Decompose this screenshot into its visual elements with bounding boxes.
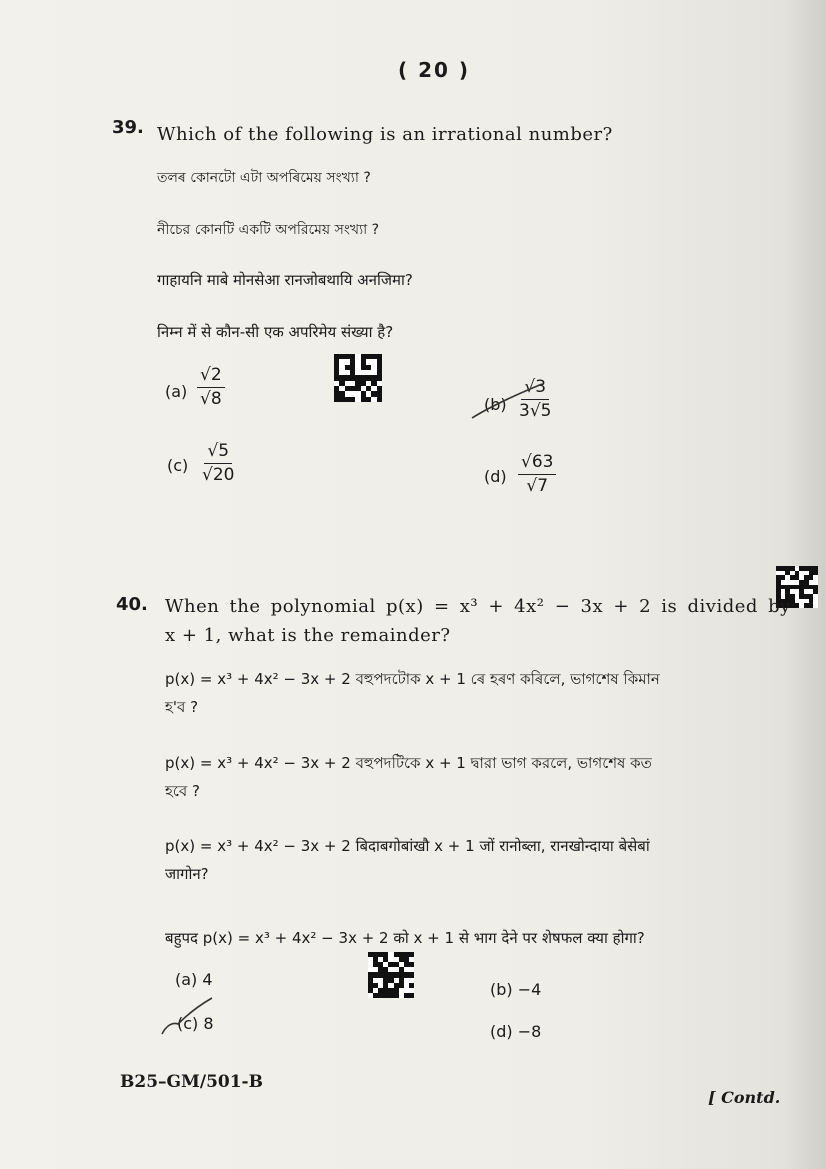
option-value: −4 (517, 980, 542, 999)
option-a (175, 970, 213, 989)
question-39-bodo: गाहायनि माबे मोनसेआ रानजोबथायि अनजिमा? (157, 271, 413, 289)
option-value: 4 (202, 970, 213, 989)
fraction-numerator: √5 (204, 442, 232, 464)
question-40-bodo-line1: p(x) = x³ + 4x² − 3x + 2 बिदाबगोबांखौ x + 1 जों रानोब्ला, रानखोन्दाया बेसेबां (165, 837, 650, 855)
option-label: (c) (167, 456, 189, 475)
option-d-fraction (518, 453, 556, 495)
option-label: (d) (490, 1022, 513, 1041)
continued-label: [ Contd. (708, 1088, 781, 1107)
fraction-denominator: √8 (200, 388, 222, 409)
question-39-english: Which of the following is an irrational number? (157, 124, 613, 145)
paper-code: B25–GM/501-B (120, 1072, 263, 1092)
qr-code-icon (334, 354, 382, 402)
question-40-number: 40. (116, 594, 148, 615)
question-39-bengali: নীচের কোনটি একটি অপরিমেয় সংখ্যা ? (157, 222, 380, 238)
fraction-denominator: √20 (202, 464, 235, 485)
pen-strike-mark (468, 378, 548, 428)
fraction-numerator: √2 (197, 366, 225, 388)
option-a-fraction (197, 366, 225, 408)
option-label: (a) (165, 382, 188, 401)
option-value: 8 (203, 1014, 214, 1033)
option-b (490, 980, 541, 999)
question-40-hindi: बहुपद p(x) = x³ + 4x² − 3x + 2 को x + 1 से भाग देने पर शेषफल क्या होगा? (165, 929, 645, 947)
option-label: (b) (490, 980, 513, 999)
question-40-bengali-line1: p(x) = x³ + 4x² − 3x + 2 বহুপদটিকে x + 1 দ্বারা ভাগ করলে, ভাগশেষ কত (165, 754, 652, 772)
qr-code-icon (368, 952, 414, 998)
pen-check-mark (158, 996, 218, 1046)
page-number: ( 20 ) (398, 58, 471, 82)
fraction-numerator: √63 (518, 453, 556, 475)
option-label: (c) (177, 1014, 199, 1033)
option-label: (d) (484, 467, 507, 486)
question-39-number: 39. (112, 117, 144, 138)
fraction-denominator: √7 (526, 475, 549, 496)
option-d (490, 1022, 541, 1041)
option-c-fraction (199, 442, 237, 484)
option-value: −8 (517, 1022, 542, 1041)
fraction-denominator: 3√5 (519, 400, 552, 421)
question-40-bodo-line2: जागोन? (165, 865, 209, 883)
question-39-hindi: निम्न में से कौन-सी एक अपरिमेय संख्या है? (157, 323, 394, 341)
fraction-numerator: √3 (521, 378, 549, 400)
question-40-english-line1: When the polynomial p(x) = x³ + 4x² − 3x + 2 is divided by (165, 596, 791, 617)
question-40-english-line2: x + 1, what is the remainder? (165, 625, 451, 646)
question-39-assamese: তলৰ কোনটো এটা অপৰিমেয় সংখ্যা ? (157, 170, 371, 186)
question-40-assamese-line1: p(x) = x³ + 4x² − 3x + 2 বহুপদটোক x + 1 ৰে হৰণ কৰিলে, ভাগশেষ কিমান (165, 670, 660, 688)
question-40-assamese-line2: হ'ব ? (165, 698, 199, 716)
option-label: (a) (175, 970, 198, 989)
question-40-bengali-line2: হবে ? (165, 782, 200, 800)
option-label: (b) (484, 395, 507, 414)
